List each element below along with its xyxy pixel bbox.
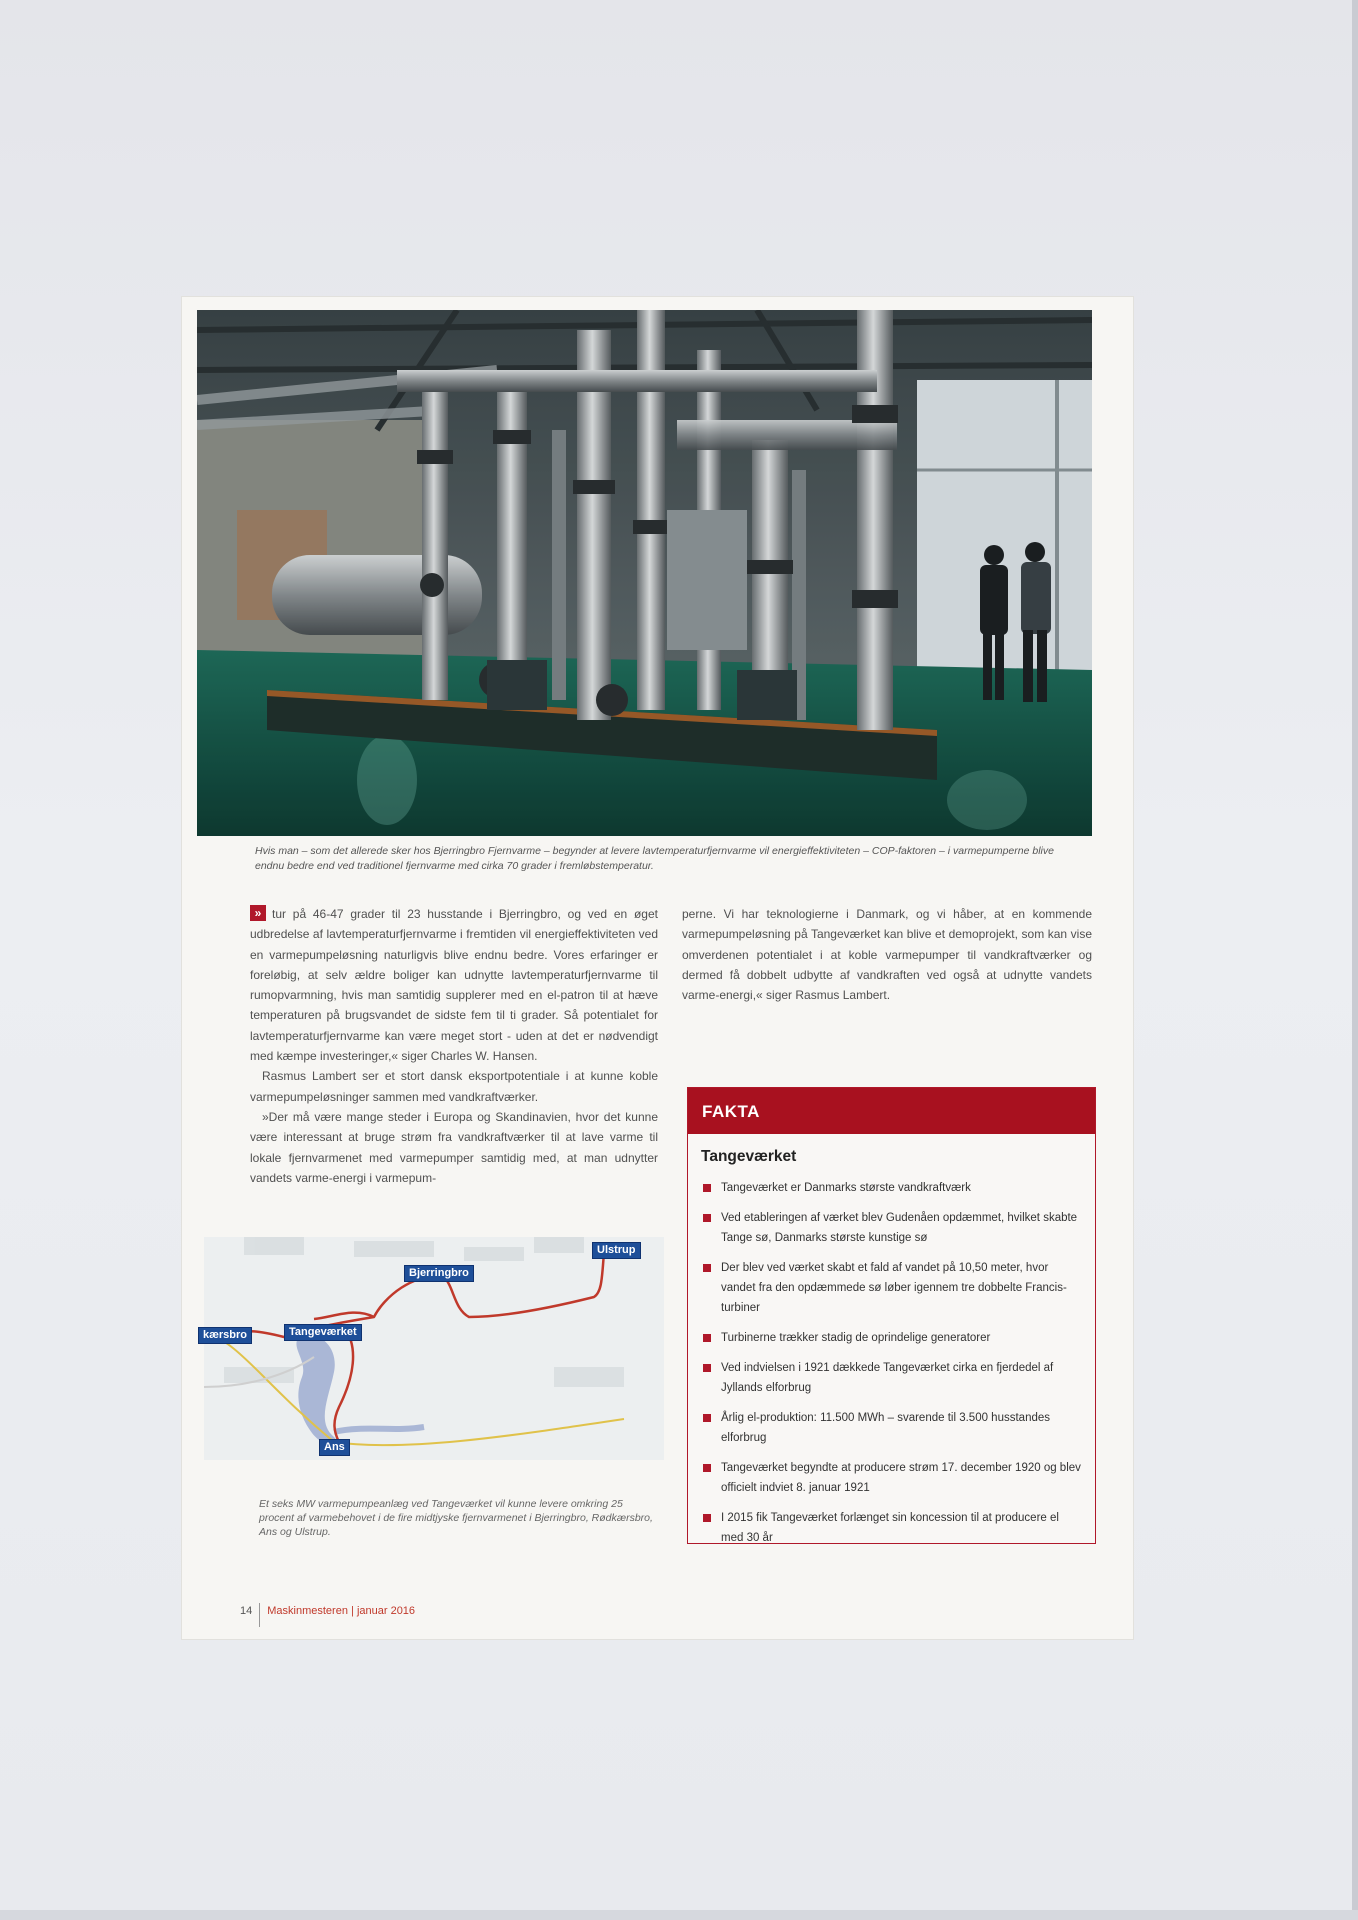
square-bullet-icon xyxy=(703,1464,711,1472)
continue-arrow-icon: » xyxy=(250,905,266,921)
fakta-item: I 2015 fik Tangeværket forlænget sin koncession til at producere el med 30 år xyxy=(701,1508,1081,1548)
fakta-header: FAKTA xyxy=(688,1088,1095,1134)
magazine-name: Maskinmesteren xyxy=(267,1604,348,1617)
square-bullet-icon xyxy=(703,1214,711,1222)
issue-date: januar 2016 xyxy=(356,1604,416,1617)
map-label-bjerringbro: Bjerringbro xyxy=(404,1265,474,1282)
map-label-ulstrup: Ulstrup xyxy=(592,1242,641,1259)
square-bullet-icon xyxy=(703,1334,711,1342)
square-bullet-icon xyxy=(703,1364,711,1372)
fakta-item: Der blev ved værket skabt et fald af vandet på 10,50 meter, hvor vandet fra den opdæmmede sø løber igennem tre dobbelte Francis-turbiner xyxy=(701,1258,1081,1318)
fakta-list xyxy=(688,1178,1095,1548)
body-paragraph-1 xyxy=(250,904,658,1066)
magazine-page xyxy=(182,297,1133,1639)
body-paragraph-2: Rasmus Lambert ser et stort dansk eksportpotentiale i at kunne koble varmepumpeløsninger sammen med vandkraftværker. xyxy=(250,1069,658,1104)
map-label-rodkaersbro: kærsbro xyxy=(198,1327,252,1344)
body-paragraph-4: perne. Vi har teknologierne i Danmark, og vi håber, at en kommende varmepumpeløsning på Tangeværket kan blive et demoprojekt, som kan vise omverdenen potentialet i at koble varmepumper til vandkraftværker og dermed få dobbelt udbytte af vandkraften ved også at udnytte vandets varme-energi,« siger Rasmus Lambert. xyxy=(682,907,1092,1003)
fakta-item: Tangeværket begyndte at producere strøm 17. december 1920 og blev officielt indviet 8. januar 1921 xyxy=(701,1458,1081,1498)
industrial-photo xyxy=(197,310,1092,836)
fakta-item: Turbinerne trækker stadig de oprindelige generatorer xyxy=(701,1328,1081,1348)
photo-image xyxy=(197,310,1092,836)
square-bullet-icon xyxy=(703,1414,711,1422)
map-caption: Et seks MW varmepumpeanlæg ved Tangeværket vil kunne levere omkring 25 procent af varmebehovet i de fire midtjyske fjernvarmenet i Bjerringbro, Rødkærsbro, Ans og Ulstrup. xyxy=(259,1498,653,1538)
scan-edge xyxy=(1352,0,1358,1920)
fakta-item: Tangeværket er Danmarks største vandkraftværk xyxy=(701,1178,1081,1198)
square-bullet-icon xyxy=(703,1264,711,1272)
fakta-item: Årlig el-produktion: 11.500 MWh – svarende til 3.500 husstandes elforbrug xyxy=(701,1408,1081,1448)
body-column-left xyxy=(250,904,658,1188)
map-label-tangevaerket: Tangeværket xyxy=(284,1324,362,1341)
body-paragraph-3: »Der må være mange steder i Europa og Skandinavien, hvor det kunne være interessant at bruge strøm fra vandkraftværker til at lave varme til lokale fjernvarmenet med varmepumper samtidig med, at man udnytter vandets varme-energi i varmepum- xyxy=(250,1109,658,1185)
route-map xyxy=(204,1237,664,1460)
square-bullet-icon xyxy=(703,1184,711,1192)
body-column-right xyxy=(682,904,1092,1005)
page-footer xyxy=(240,1599,415,1623)
scan-bottom-strip xyxy=(0,1910,1358,1920)
fakta-item: Ved etableringen af værket blev Gudenåen opdæmmet, hvilket skabte Tange sø, Danmarks største kunstige sø xyxy=(701,1208,1081,1248)
footer-separator: | xyxy=(347,1604,357,1617)
footer-divider xyxy=(259,1603,260,1627)
photo-caption: Hvis man – som det allerede sker hos Bjerringbro Fjernvarme – begynder at levere lavtemperaturfjernvarme vil energieffektiviteten – COP-faktoren – i varmepumperne blive endnu bedre end ved traditionel fjernvarme med cirka 70 grader i fremløbstemperatur. xyxy=(255,845,1054,872)
paragraph-text: tur på 46-47 grader til 23 husstande i Bjerringbro, og ved en øget udbredelse af lavtemperaturfjernvarme i fremtiden vil energieffektiviteten ved en varmepumpeløsning naturligvis blive endnu bedre. Vores erfaringer er foreløbig, at selv ældre boliger kan udnytte lavtemperaturfjernvarme til rumopvarmning, hvis man samtidig supplerer med en el-patron til at hæve temperaturen på brugsvandet de sidste fem til ti grader. Så potentialet for lavtemperaturfjernvarme kan være meget stort - uden at det er nødvendigt med kæmpe investeringer,« siger Charles W. Hansen. xyxy=(250,907,658,1064)
fakta-box xyxy=(687,1087,1096,1544)
square-bullet-icon xyxy=(703,1514,711,1522)
fakta-item: Ved indvielsen i 1921 dækkede Tangeværket cirka en fjerdedel af Jyllands elforbrug xyxy=(701,1358,1081,1398)
page-number: 14 xyxy=(240,1604,253,1617)
map-label-ans: Ans xyxy=(319,1439,350,1456)
fakta-title: Tangeværket xyxy=(701,1148,797,1165)
